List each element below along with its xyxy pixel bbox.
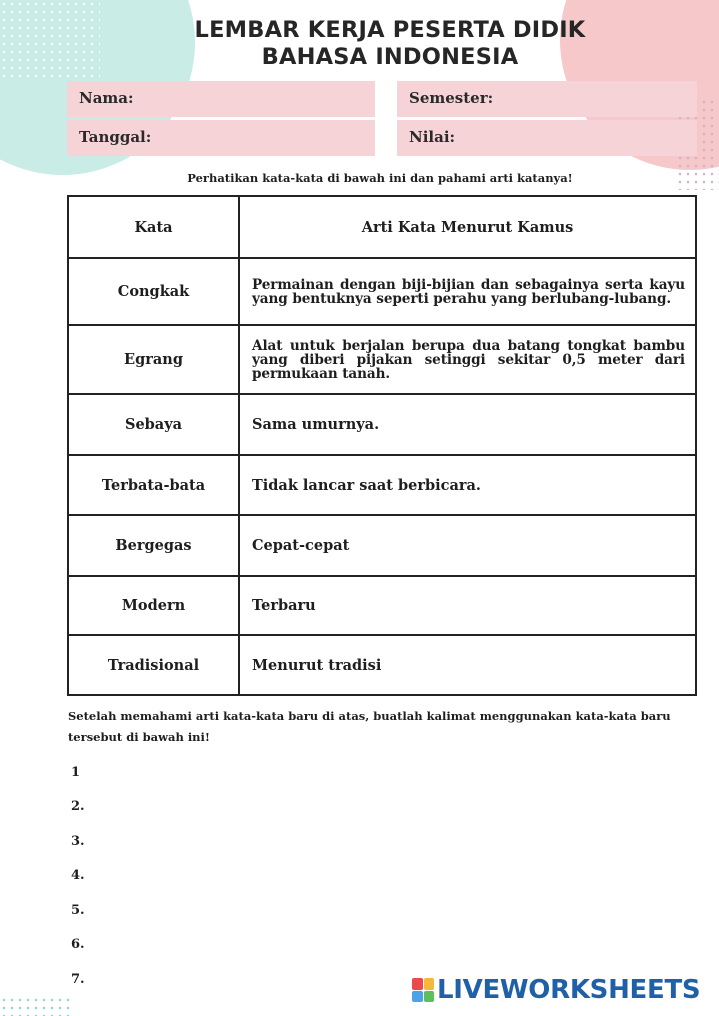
meaning-cell: Sama umurnya. xyxy=(239,394,696,455)
meaning-cell: Terbaru xyxy=(239,576,696,635)
semester-field[interactable]: Semester: xyxy=(397,81,697,117)
page-title-line-1: LEMBAR KERJA PESERTA DIDIK xyxy=(194,17,586,43)
meaning-cell: Alat untuk berjalan berupa dua batang tongkat bambu yang diberi pijakan setinggi sekitar 0,5 meter dari permukaan tanah. xyxy=(239,325,696,394)
answer-number-5: 5. xyxy=(71,903,85,918)
liveworksheets-logo[interactable] xyxy=(412,975,700,1005)
word-cell: Bergegas xyxy=(68,515,239,576)
vocabulary-table xyxy=(67,195,697,696)
page-title-line-2: BAHASA INDONESIA xyxy=(261,44,519,70)
answer-number-7: 7. xyxy=(71,972,85,987)
table-row xyxy=(68,576,696,635)
meaning-cell: Tidak lancar saat berbicara. xyxy=(239,455,696,515)
nama-field[interactable]: Nama: xyxy=(67,81,375,117)
instruction-text: Perhatikan kata-kata di bawah ini dan pahami arti katanya! xyxy=(187,171,573,185)
meaning-cell: Permainan dengan biji-bijian dan sebagainya serta kayu yang bentuknya seperti perahu yang berlubang-lubang. xyxy=(239,258,696,325)
word-cell: Sebaya xyxy=(68,394,239,455)
table-row xyxy=(68,515,696,576)
table-row xyxy=(68,455,696,515)
word-cell: Modern xyxy=(68,576,239,635)
table-row xyxy=(68,635,696,695)
answer-number-2: 2. xyxy=(71,799,85,814)
table-row xyxy=(68,258,696,325)
table-row xyxy=(68,394,696,455)
answer-number-4: 4. xyxy=(71,868,85,883)
logo-text: LIVEWORKSHEETS xyxy=(437,975,701,1005)
answer-number-3: 3. xyxy=(71,834,85,849)
meaning-cell: Cepat-cepat xyxy=(239,515,696,576)
header-kata: Kata xyxy=(68,196,239,258)
answer-number-6: 6. xyxy=(71,937,85,952)
liveworksheets-logo-icon xyxy=(412,978,434,1002)
table-header-row xyxy=(68,196,696,258)
decor-dots-bottom-left xyxy=(0,996,70,1016)
word-cell: Egrang xyxy=(68,325,239,394)
table-row xyxy=(68,325,696,394)
word-cell: Congkak xyxy=(68,258,239,325)
sentence-instruction: Setelah memahami arti kata-kata baru di atas, buatlah kalimat menggunakan kata-kata baru tersebut di bawah ini! xyxy=(68,709,671,744)
tanggal-field[interactable]: Tanggal: xyxy=(67,120,375,156)
word-cell: Tradisional xyxy=(68,635,239,695)
meaning-cell: Menurut tradisi xyxy=(239,635,696,695)
word-cell: Terbata-bata xyxy=(68,455,239,515)
header-arti: Arti Kata Menurut Kamus xyxy=(239,196,696,258)
nilai-field[interactable]: Nilai: xyxy=(397,120,697,156)
answer-number-1: 1 xyxy=(71,765,81,780)
